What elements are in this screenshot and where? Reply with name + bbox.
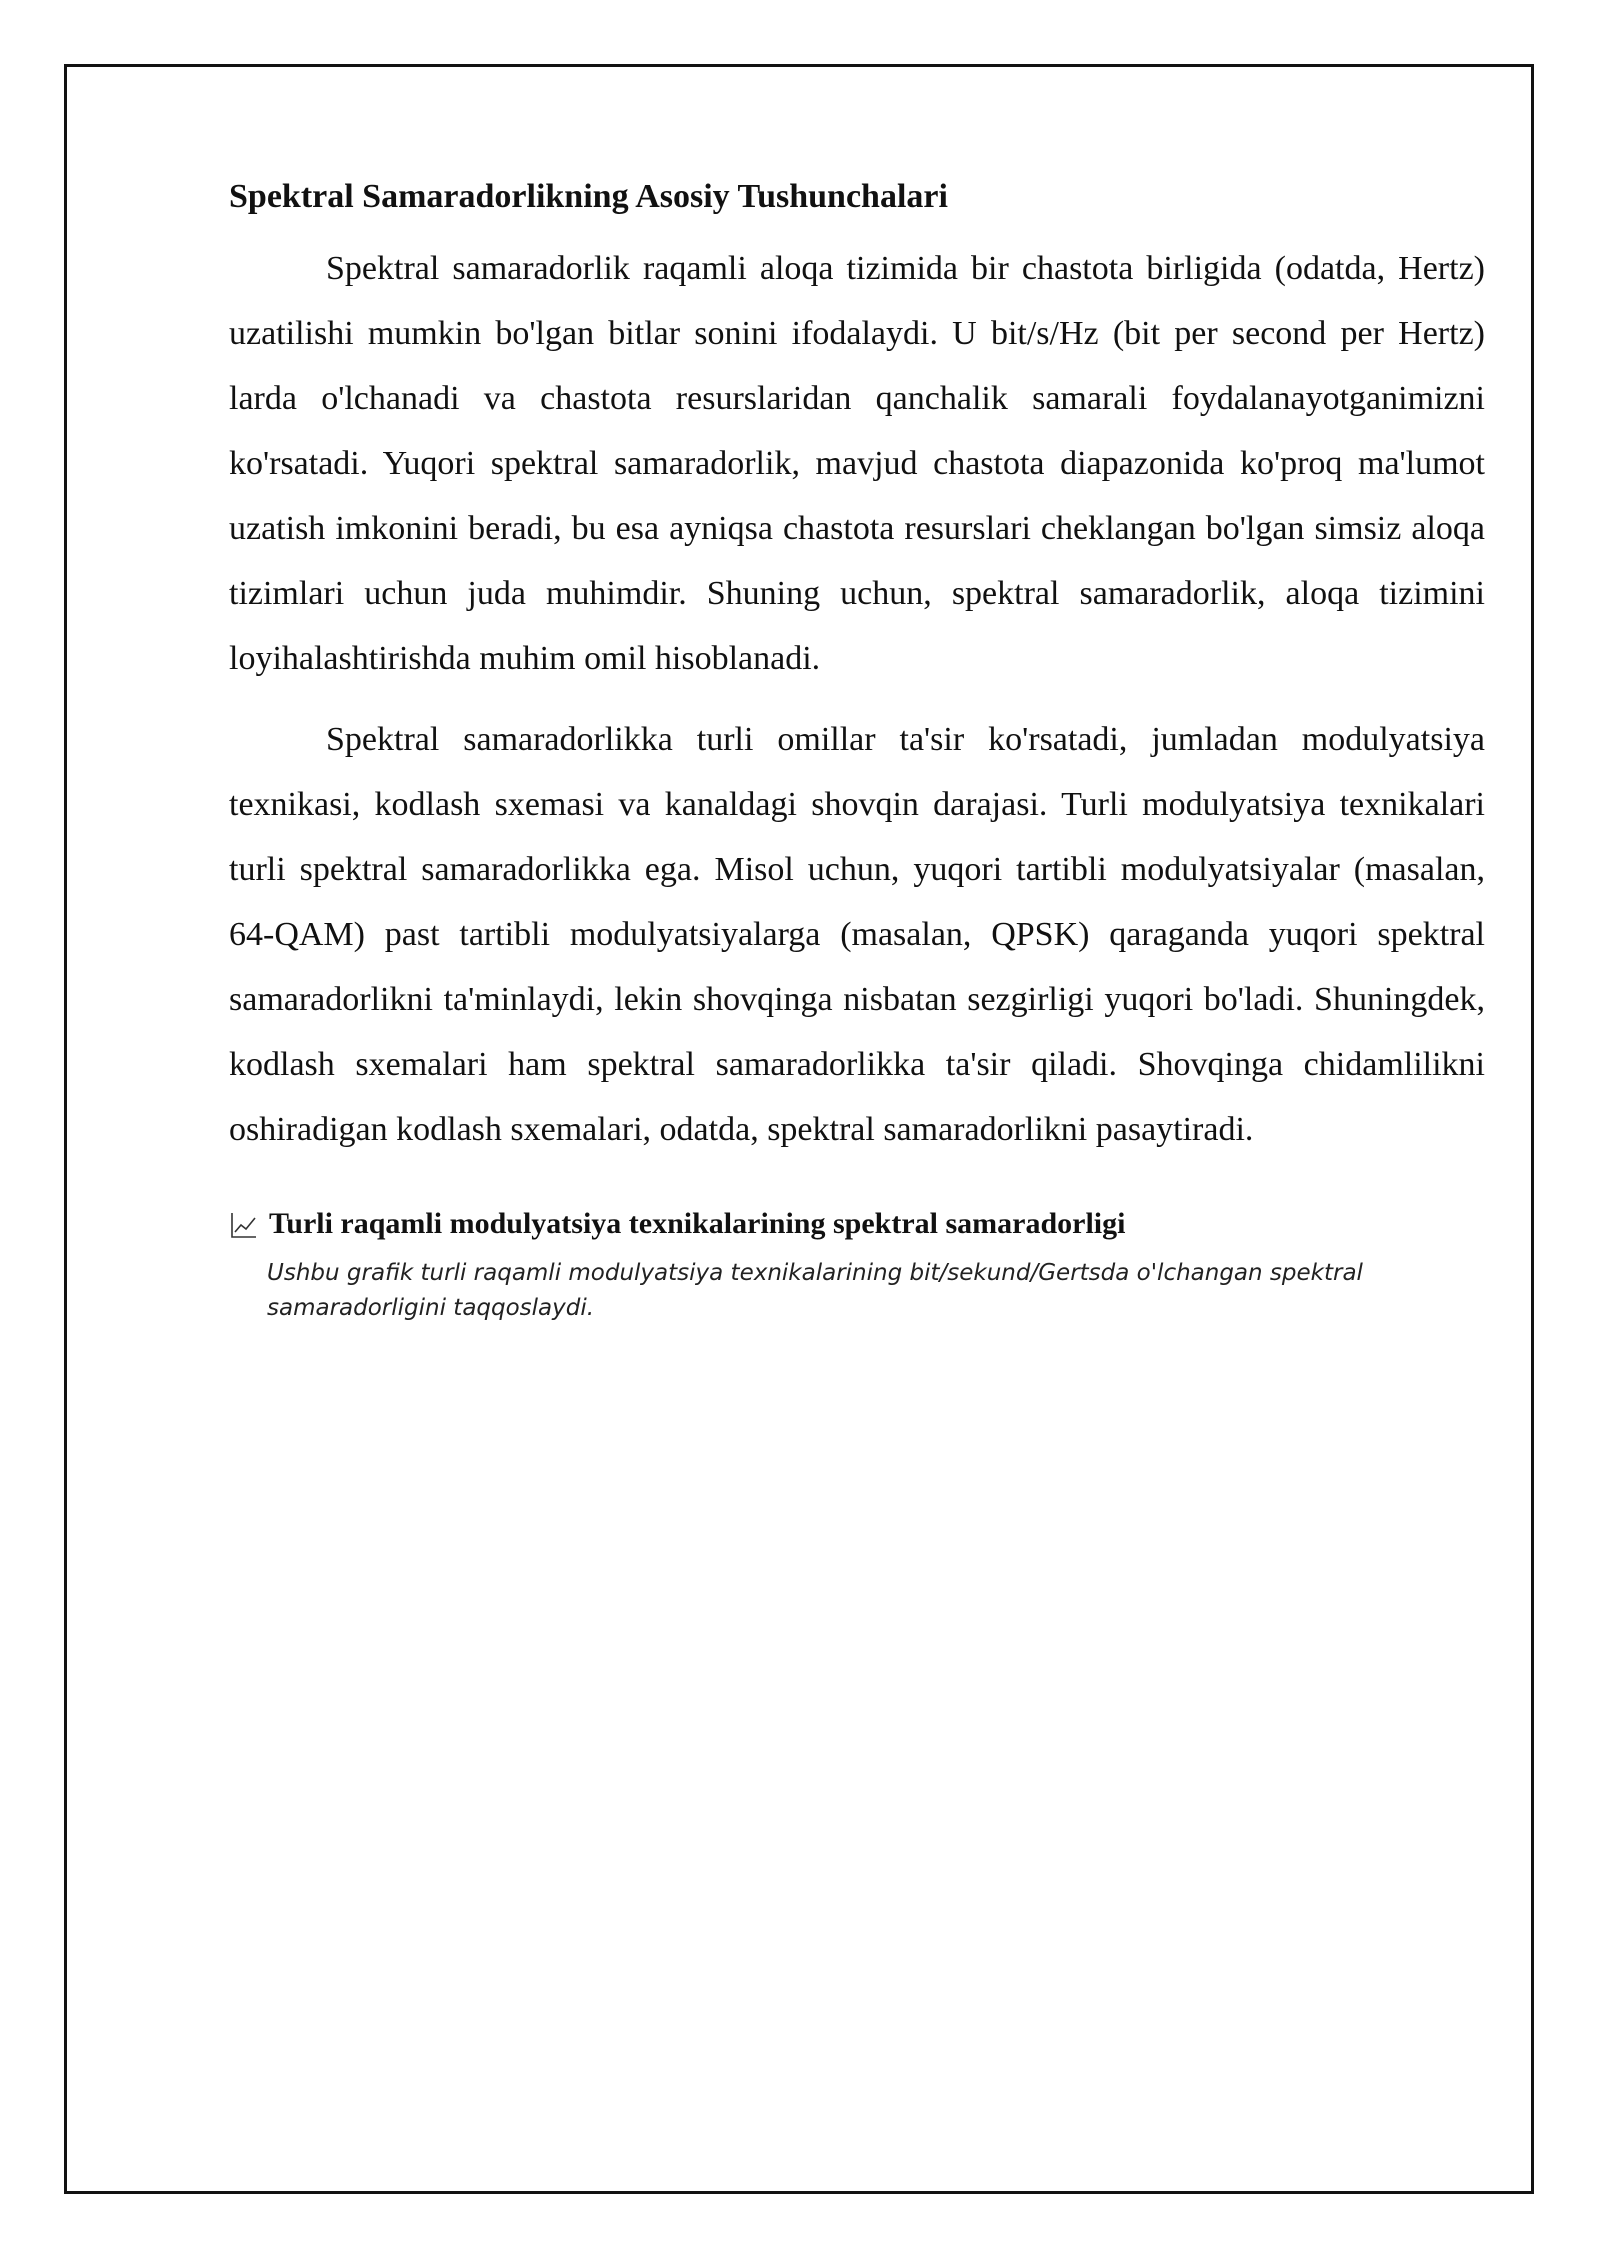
figure-heading bbox=[229, 1202, 1485, 1246]
chart-line-icon bbox=[229, 1209, 259, 1239]
paragraph-1: Spektral samaradorlik raqamli aloqa tizimida bir chastota birligida (odatda, Hertz) uzatilishi mumkin bo'lgan bitlar sonini ifodalaydi. U bit/s/Hz (bit per second per Hertz) larda o'lchanadi va chastota resurslaridan qanchalik samarali foydalanayotganimizni ko'rsatadi. Yuqori spektral samaradorlik, mavjud chastota diapazonida ko'proq ma'lumot uzatish imkonini beradi, bu esa ayniqsa chastota resurslari cheklangan bo'lgan simsiz aloqa tizimlari uchun juda muhimdir. Shuning uchun, spektral samaradorlik, aloqa tizimini loyihalashtirishda muhim omil hisoblanadi. bbox=[229, 250, 1485, 677]
figure-title: Turli raqamli modulyatsiya texnikalarining spektral samaradorligi bbox=[269, 1207, 1126, 1240]
figure-caption: Ushbu grafik turli raqamli modulyatsiya texnikalarining bit/sekund/Gertsda o'lchangan spektral samaradorligini taqqoslaydi. bbox=[267, 1260, 1363, 1321]
section-heading: Spektral Samaradorlikning Asosiy Tushunchalari bbox=[229, 178, 948, 215]
paragraph-2: Spektral samaradorlikka turli omillar ta'sir ko'rsatadi, jumladan modulyatsiya texnikasi, kodlash sxemasi va kanaldagi shovqin darajasi. Turli modulyatsiya texnikalari turli spektral samaradorlikka ega. Misol uchun, yuqori tartibli modulyatsiyalar (masalan, 64-QAM) past tartibli modulyatsiyalarga (masalan, QPSK) qaraganda yuqori spektral samaradorlikni ta'minlaydi, lekin shovqinga nisbatan sezgirligi yuqori bo'ladi. Shuningdek, kodlash sxemalari ham spektral samaradorlikka ta'sir qiladi. Shovqinga chidamlilikni oshiradigan kodlash sxemalari, odatda, spektral samaradorlikni pasaytiradi. bbox=[229, 721, 1485, 1148]
document-body bbox=[229, 170, 1485, 1326]
